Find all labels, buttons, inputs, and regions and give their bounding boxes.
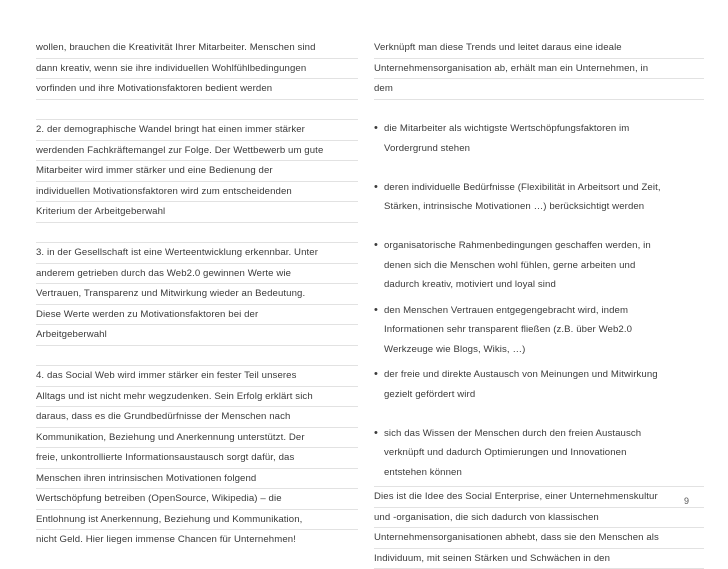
text-line: Kriterium der Arbeitgeberwahl — [36, 206, 166, 217]
text-line: Vordergrund stehen — [384, 142, 471, 154]
text-line: Stärken, intrinsische Motivationen …) berücksichtigt werden — [384, 201, 645, 212]
spacer — [36, 223, 358, 243]
spacer — [36, 100, 358, 120]
text-line: anderem getrieben durch das Web2.0 gewinnen Werte wie — [36, 267, 292, 279]
text-line: • die Mitarbeiter als wichtigste Wertschöpfungsfaktoren im — [374, 119, 704, 139]
text-line: Alltags und ist nicht mehr wegzudenken. Sein Erfolg erklärt sich — [36, 390, 313, 402]
right-column — [374, 38, 704, 569]
text-line: Unternehmensorganisation ab, erhält man ein Unternehmen, in — [374, 62, 649, 74]
text-line: • organisatorische Rahmenbedingungen geschaffen werden, in — [374, 236, 704, 256]
text-line: • deren individuelle Bedürfnisse (Flexibilität in Arbeitsort und Zeit, — [374, 178, 704, 198]
text-line: Dies ist die Idee des Social Enterprise, einer Unternehmenskultur — [374, 491, 658, 502]
bullet-item — [374, 119, 704, 158]
page-number: 9 — [684, 496, 690, 506]
text-line: Informationen sehr transparent fließen (z.B. über Web2.0 — [384, 324, 633, 335]
text-line: Kommunikation, Beziehung und Anerkennung unterstützt. Der — [36, 431, 305, 443]
text-line: dadurch kreativ, motiviert und loyal sind — [384, 279, 556, 290]
text-line: gezielt gefördert wird — [384, 388, 476, 400]
left-column — [36, 38, 358, 550]
text-line: Entlohnung ist Anerkennung, Beziehung und Kommunikation, — [36, 513, 303, 525]
spacer — [374, 158, 704, 178]
bullet-item — [374, 365, 704, 404]
text-line: verknüpft und dadurch Optimierungen und Innovationen — [384, 447, 627, 458]
text-line: • der freie und direkte Austausch von Meinungen und Mitwirkung — [374, 365, 704, 385]
text-line: dem — [374, 83, 393, 94]
text-line: Menschen ihren intrinsischen Motivationen folgend — [36, 472, 257, 484]
spacer — [374, 100, 704, 120]
text-line: 3. in der Gesellschaft ist eine Werteentwicklung erkennbar. Unter — [36, 247, 319, 258]
text-line: wollen, brauchen die Kreativität Ihrer Mitarbeiter. Menschen sind — [36, 42, 316, 53]
text-line: freie, unkontrollierte Informationsaustausch sorgt dafür, das — [36, 452, 295, 463]
text-line: Mitarbeiter wird immer stärker und eine Bedienung der — [36, 165, 273, 176]
text-line: Unternehmensorganisationen abhebt, dass sie den Menschen als — [374, 532, 659, 543]
text-line: werdenden Fachkräftemangel zur Folge. Der Wettbewerb um gute — [36, 144, 324, 156]
text-line: • den Menschen Vertrauen entgegengebracht wird, indem — [374, 301, 704, 321]
text-line: • sich das Wissen der Menschen durch den freien Austausch — [374, 424, 704, 444]
bullet-item — [374, 236, 704, 295]
text-line: Werkzeuge wie Blogs, Wikis, …) — [384, 343, 526, 355]
text-line: dann kreativ, wenn sie ihre individuellen Wohlfühlbedingungen — [36, 62, 307, 74]
text-line: Verknüpft man diese Trends und leitet daraus eine ideale — [374, 42, 622, 53]
text-line: und -organisation, die sich dadurch von klassischen — [374, 511, 599, 523]
text-line: Arbeitgeberwahl — [36, 329, 107, 340]
text-line: entstehen können — [384, 466, 462, 478]
text-line: Diese Werte werden zu Motivationsfaktoren bei der — [36, 308, 259, 320]
text-line: Wertschöpfung betreiben (OpenSource, Wikipedia) – die — [36, 493, 282, 504]
text-line: individuellen Motivationsfaktoren wird zum entscheidenden — [36, 185, 292, 197]
bullet-item — [374, 301, 704, 360]
text-line: Individuum, mit seinen Stärken und Schwächen in den — [374, 552, 611, 564]
bullet-item — [374, 424, 704, 483]
text-line: 2. der demographische Wandel bringt hat einen immer stärker — [36, 124, 305, 135]
spacer — [374, 404, 704, 424]
text-line: vorfinden und ihre Motivationsfaktoren bedient werden — [36, 83, 273, 94]
spacer — [374, 217, 704, 237]
text-line: nicht Geld. Hier liegen immense Chancen für Unternehmen! — [36, 534, 296, 545]
text-line: 4. das Social Web wird immer stärker ein fester Teil unseres — [36, 370, 297, 381]
text-line: daraus, dass es die Grundbedürfnisse der Menschen nach — [36, 411, 291, 422]
text-line: denen sich die Menschen wohl fühlen, gerne arbeiten und — [384, 259, 636, 271]
bullet-item — [374, 178, 704, 217]
spacer — [36, 346, 358, 366]
text-line: Vertrauen, Transparenz und Mitwirkung wieder an Bedeutung. — [36, 288, 306, 299]
